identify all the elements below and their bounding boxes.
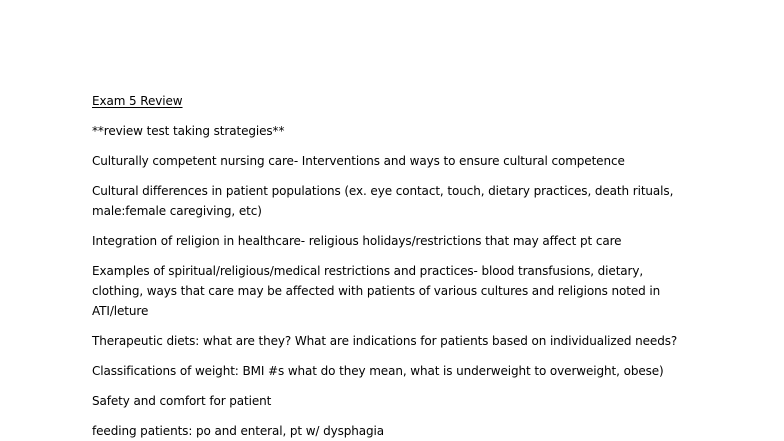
review-line: Integration of religion in healthcare- religious holidays/restrictions that may affect pt care <box>92 234 622 248</box>
review-line: Cultural differences in patient populations (ex. eye contact, touch, dietary practices, death rituals, <box>92 184 674 198</box>
review-line: **review test taking strategies** <box>92 124 285 138</box>
review-line: Classifications of weight: BMI #s what do they mean, what is underweight to overweight, obese) <box>92 364 664 378</box>
review-line: clothing, ways that care may be affected with patients of various cultures and religions noted in <box>92 284 661 298</box>
review-line: Safety and comfort for patient <box>92 394 272 408</box>
review-line: Culturally competent nursing care- Interventions and ways to ensure cultural competence <box>92 154 625 168</box>
review-line: male:female caregiving, etc) <box>92 204 262 218</box>
review-line: ATI/leture <box>92 304 149 318</box>
review-line: Therapeutic diets: what are they? What are indications for patients based on individualized needs? <box>92 334 678 348</box>
review-line: Examples of spiritual/religious/medical restrictions and practices- blood transfusions, dietary, <box>92 264 644 278</box>
document-title: Exam 5 Review <box>92 94 183 108</box>
review-line: feeding patients: po and enteral, pt w/ dysphagia <box>92 424 385 438</box>
